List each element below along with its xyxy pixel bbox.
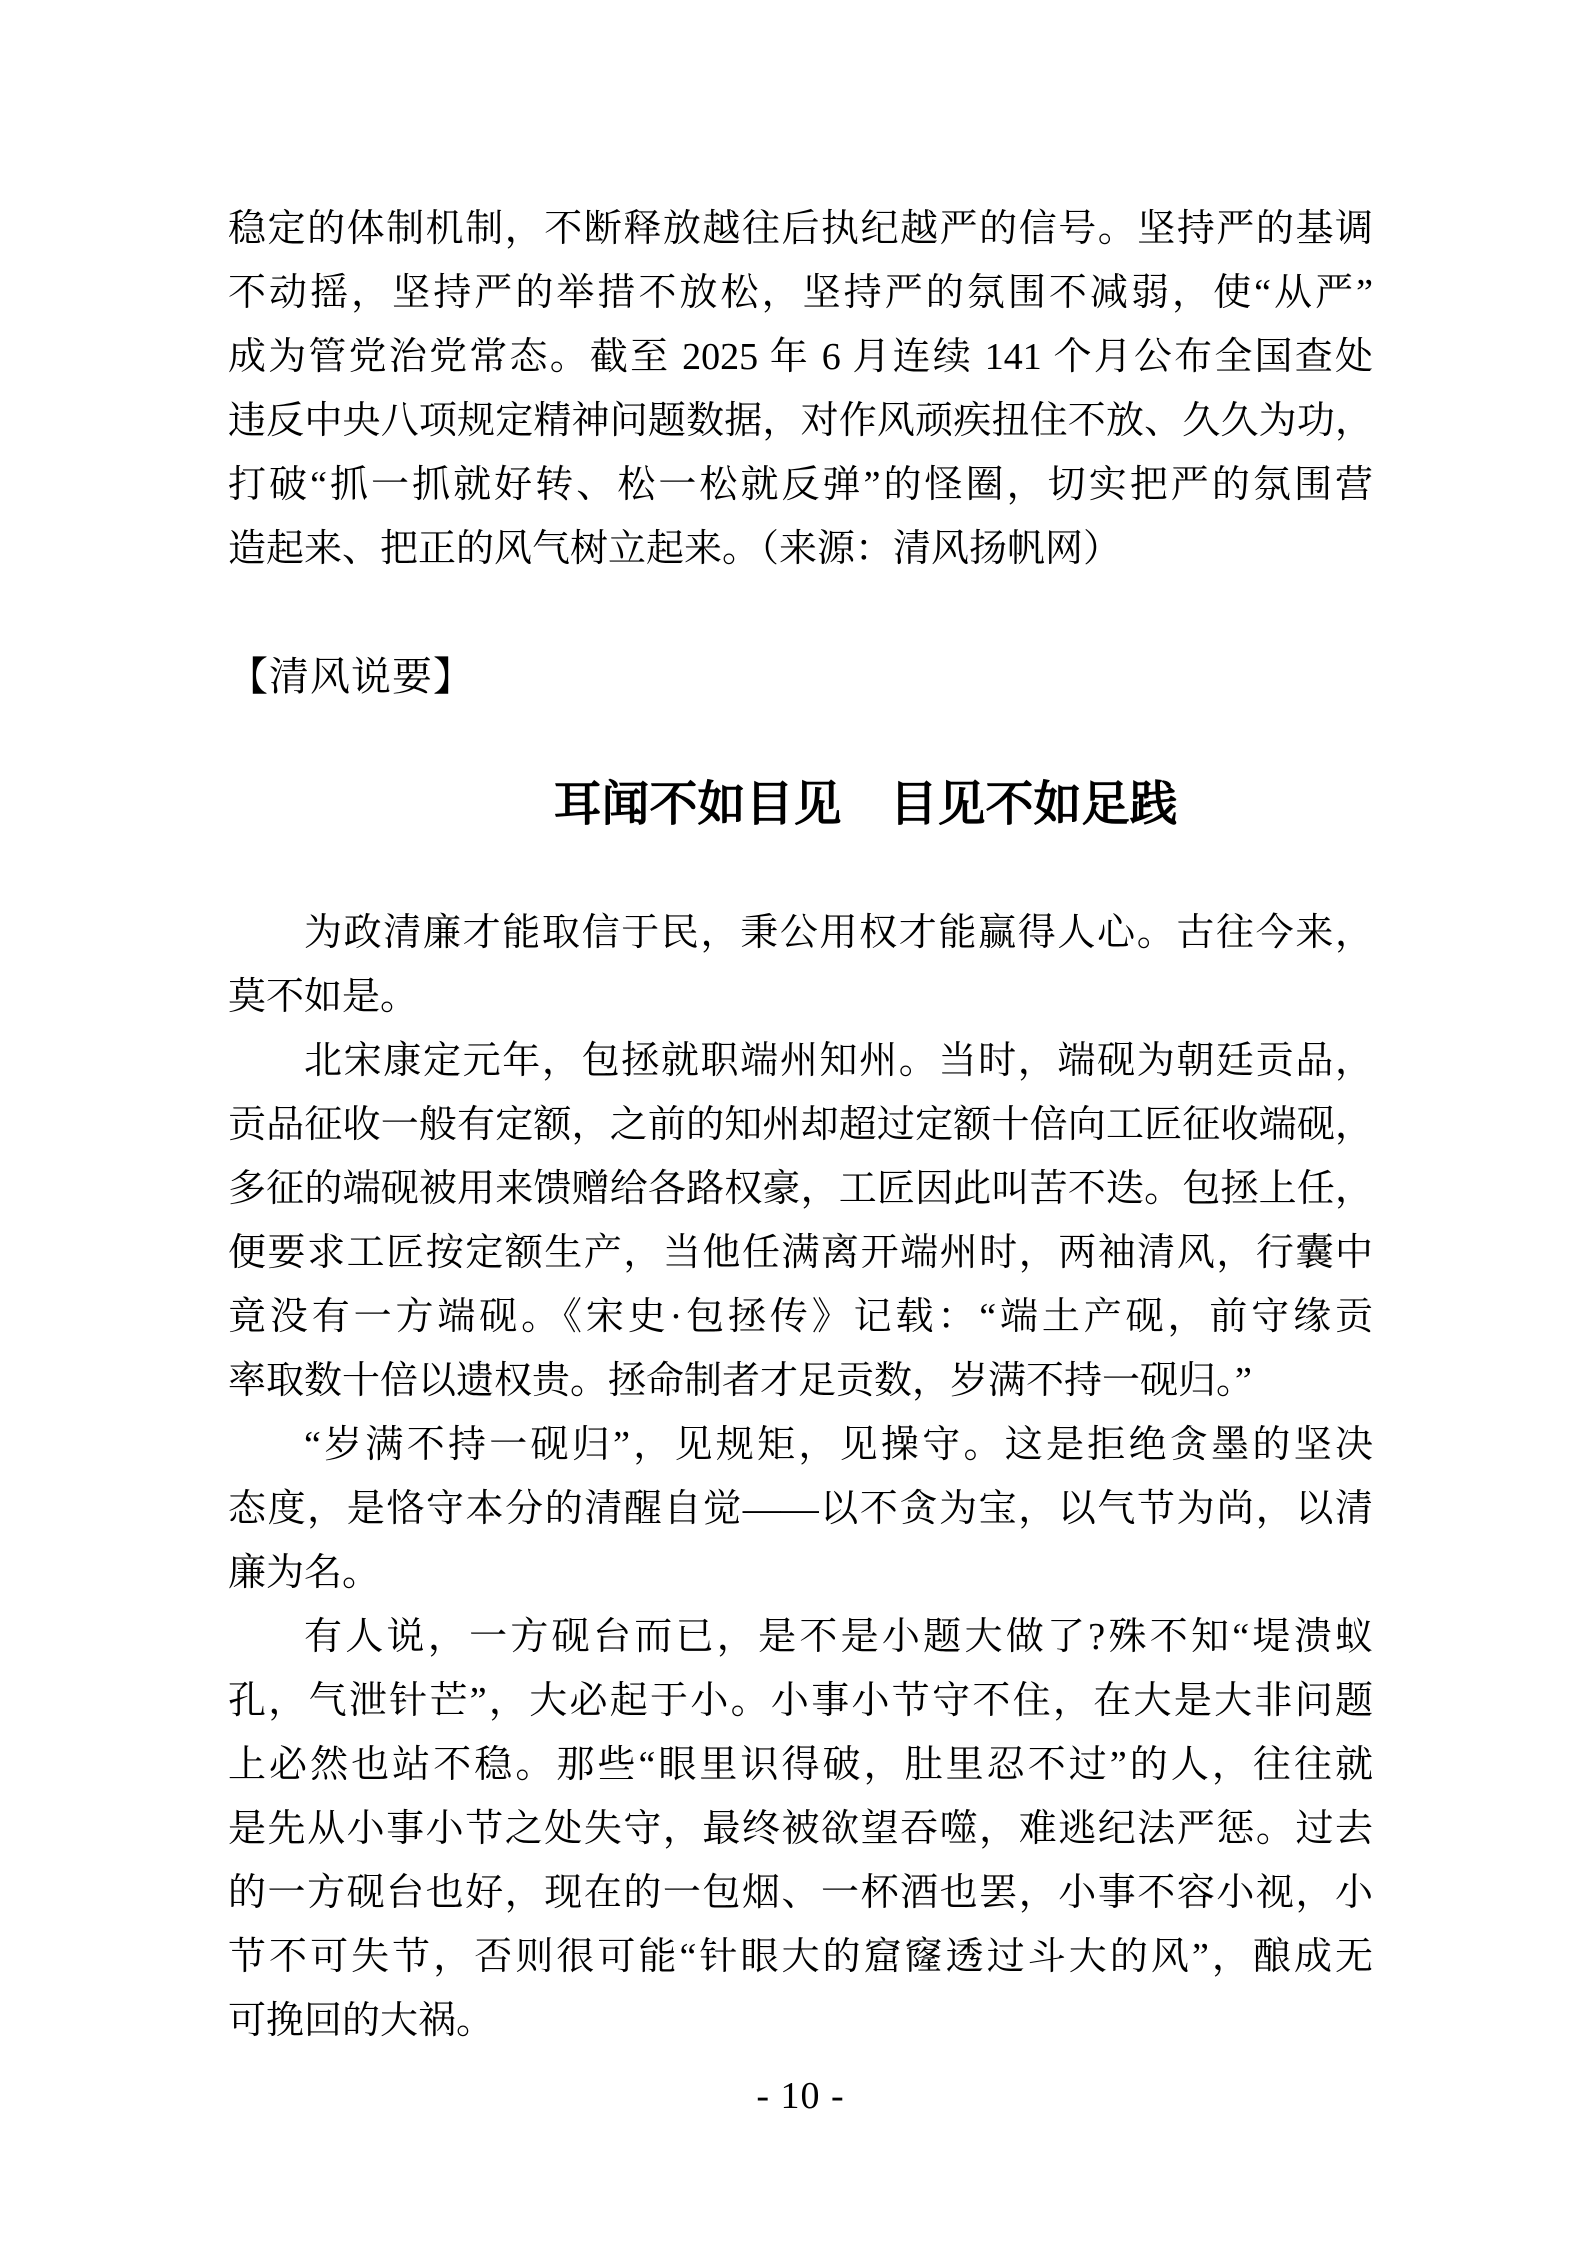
text-line: 是先从小事小节之处失守，最终被欲望吞噬，难逃纪法严惩。过去 — [228, 1808, 1373, 1850]
text-line: 孔，气泄针芒”，大必起于小。小事小节守不住，在大是大非问题 — [228, 1680, 1373, 1722]
section-label: 【清风说要】 — [228, 654, 474, 699]
text-line: 莫不如是。 — [228, 976, 419, 1018]
text-line: 成为管党治党常态。截至 2025 年 6 月连续 141 个月公布全国查处 — [228, 336, 1373, 378]
text-line: “岁满不持一砚归”，见规矩，见操守。这是拒绝贪墨的坚决 — [304, 1424, 1373, 1466]
text-line: 上必然也站不稳。那些“眼里识得破，肚里忍不过”的人，往往就 — [228, 1744, 1373, 1786]
page-number: - 10 - — [756, 2075, 845, 2117]
text-line: 北宋康定元年，包拯就职端州知州。当时，端砚为朝廷贡品， — [304, 1040, 1373, 1082]
blank-line — [228, 581, 1373, 645]
text-line: 稳定的体制机制，不断释放越往后执纪越严的信号。坚持严的基调 — [228, 208, 1373, 250]
text-line: 的一方砚台也好，现在的一包烟、一杯酒也罢，小事不容小视，小 — [228, 1872, 1373, 1914]
text-line: 节不可失节，否则很可能“针眼大的窟窿透过斗大的风”，酿成无 — [228, 1936, 1373, 1978]
document-body — [228, 197, 1373, 2053]
text-line: 廉为名。 — [228, 1552, 381, 1594]
article-title: 耳闻不如目见 目见不如足践 — [553, 778, 1178, 831]
text-line: 违反中央八项规定精神问题数据，对作风顽疾扭住不放、久久为功， — [228, 400, 1373, 442]
text-line: 有人说，一方砚台而已，是不是小题大做了?殊不知“堤溃蚁 — [304, 1616, 1373, 1658]
text-line: 为政清廉才能取信于民，秉公用权才能赢得人心。古往今来， — [304, 912, 1373, 954]
text-line: 率取数十倍以遗权贵。拯命制者才足贡数，岁满不持一砚归。” — [228, 1360, 1252, 1402]
blank-line — [228, 837, 1373, 901]
text-line: 态度，是恪守本分的清醒自觉——以不贪为宝，以气节为尚，以清 — [228, 1488, 1373, 1530]
text-line: 竟没有一方端砚。《宋史·包拯传》记载：“端土产砚，前守缘贡 — [228, 1296, 1373, 1338]
text-line: 便要求工匠按定额生产，当他任满离开端州时，两袖清风，行囊中 — [228, 1232, 1373, 1274]
text-line: 打破“抓一抓就好转、松一松就反弹”的怪圈，切实把严的氛围营 — [228, 464, 1373, 506]
text-line: 不动摇，坚持严的举措不放松，坚持严的氛围不减弱，使“从严” — [228, 272, 1373, 314]
text-line: 造起来、把正的风气树立起来。（来源：清风扬帆网） — [228, 528, 1122, 570]
text-line: 可挽回的大祸。 — [228, 2000, 495, 2042]
blank-line — [228, 709, 1373, 773]
text-line: 贡品征收一般有定额，之前的知州却超过定额十倍向工匠征收端砚， — [228, 1104, 1373, 1146]
text-line: 多征的端砚被用来馈赠给各路权豪，工匠因此叫苦不迭。包拯上任， — [228, 1168, 1373, 1210]
